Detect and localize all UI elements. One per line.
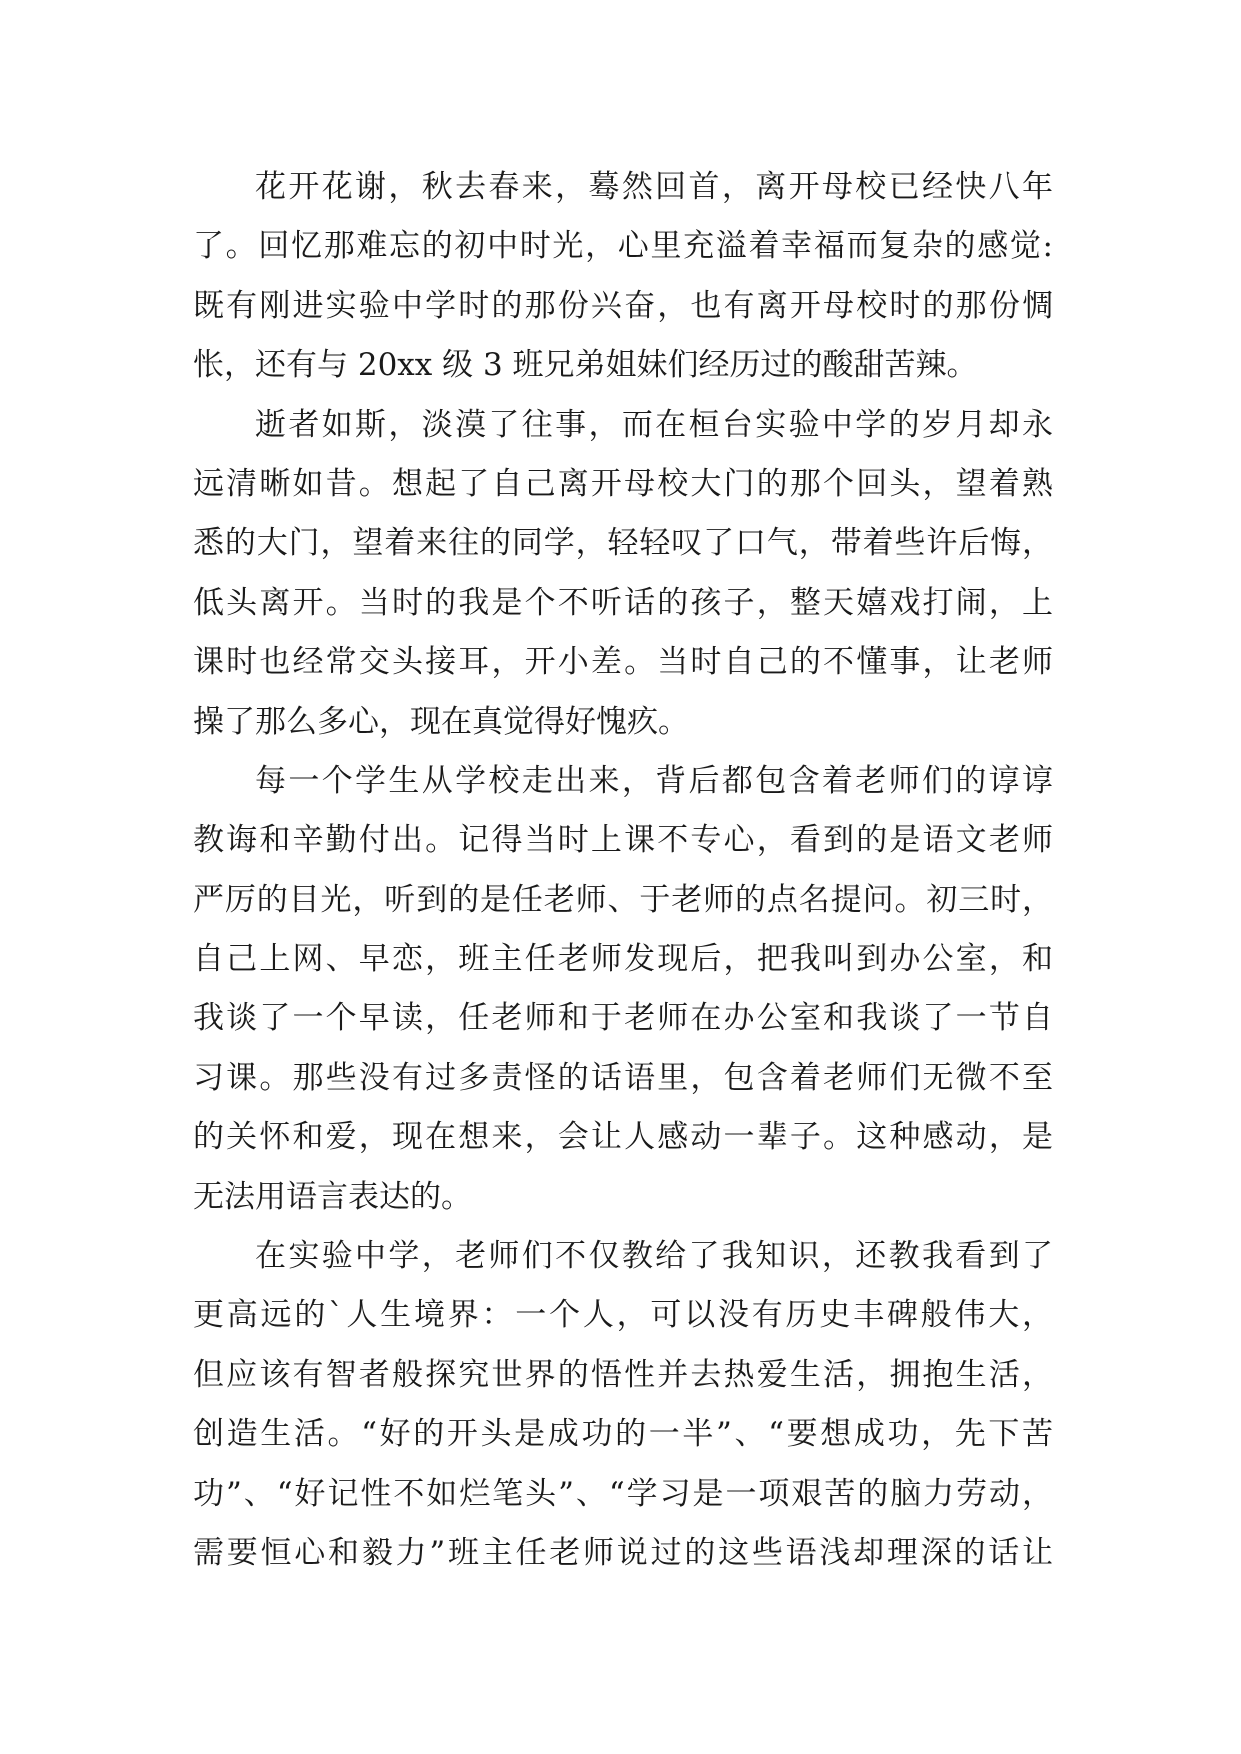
paragraph-line: 逝者如斯，淡漠了往事，而在桓台实验中学的岁月却永 [255,406,1053,443]
paragraph-line: 但应该有智者般探究世界的悟性并去热爱生活，拥抱生活， [193,1356,1053,1393]
paragraph-line: 自己上网、早恋，班主任老师发现后，把我叫到办公室，和 [193,941,1053,978]
paragraph-line: 怅，还有与 20xx 级 3 班兄弟姐妹们经历过的酸甜苦辣。 [193,347,978,384]
paragraph-line: 习课。那些没有过多责怪的话语里，包含着老师们无微不至 [193,1059,1053,1096]
paragraph-line: 既有刚进实验中学时的那份兴奋，也有离开母校时的那份惆 [193,287,1053,324]
paragraph-1 [193,158,1053,396]
paragraph-line: 悉的大门，望着来往的同学，轻轻叹了口气，带着些许后悔， [193,525,1053,562]
paragraph-line: 我谈了一个早读，任老师和于老师在办公室和我谈了一节自 [193,1000,1053,1037]
paragraph-line: 更高远的`人生境界：一个人，可以没有历史丰碑般伟大， [193,1297,1053,1334]
paragraph-line: 操了那么多心，现在真觉得好愧疚。 [193,703,689,740]
paragraph-line: 花开花谢，秋去春来，蓦然回首，离开母校已经快八年 [255,169,1053,205]
paragraph-line: 教诲和辛勤付出。记得当时上课不专心，看到的是语文老师 [193,822,1053,859]
paragraph-line: 远清晰如昔。想起了自己离开母校大门的那个回头，望着熟 [193,465,1053,502]
document-body [193,158,1053,1583]
paragraph-3 [193,752,1053,1227]
paragraph-line: 功”、“好记性不如烂笔头”、“学习是一项艰苦的脑力劳动， [193,1475,1053,1512]
paragraph-line: 无法用语言表达的。 [193,1178,472,1215]
paragraph-2 [193,396,1053,752]
paragraph-line: 每一个学生从学校走出来，背后都包含着老师们的谆谆 [255,762,1053,799]
paragraph-line: 低头离开。当时的我是个不听话的孩子，整天嬉戏打闹，上 [193,584,1053,621]
paragraph-line: 课时也经常交头接耳，开小差。当时自己的不懂事，让老师 [193,644,1053,681]
paragraph-line: 严厉的目光，听到的是任老师、于老师的点名提问。初三时， [193,881,1053,918]
paragraph-line: 在实验中学，老师们不仅教给了我知识，还教我看到了 [255,1238,1053,1275]
paragraph-4 [193,1227,1053,1583]
paragraph-line: 了。回忆那难忘的初中时光，心里充溢着幸福而复杂的感觉: [193,228,1053,265]
paragraph-line: 的关怀和爱，现在想来，会让人感动一辈子。这种感动，是 [193,1119,1053,1156]
paragraph-line: 创造生活。“好的开头是成功的一半”、“要想成功，先下苦 [193,1416,1053,1453]
paragraph-line: 需要恒心和毅力”班主任老师说过的这些语浅却理深的话让 [193,1534,1053,1571]
